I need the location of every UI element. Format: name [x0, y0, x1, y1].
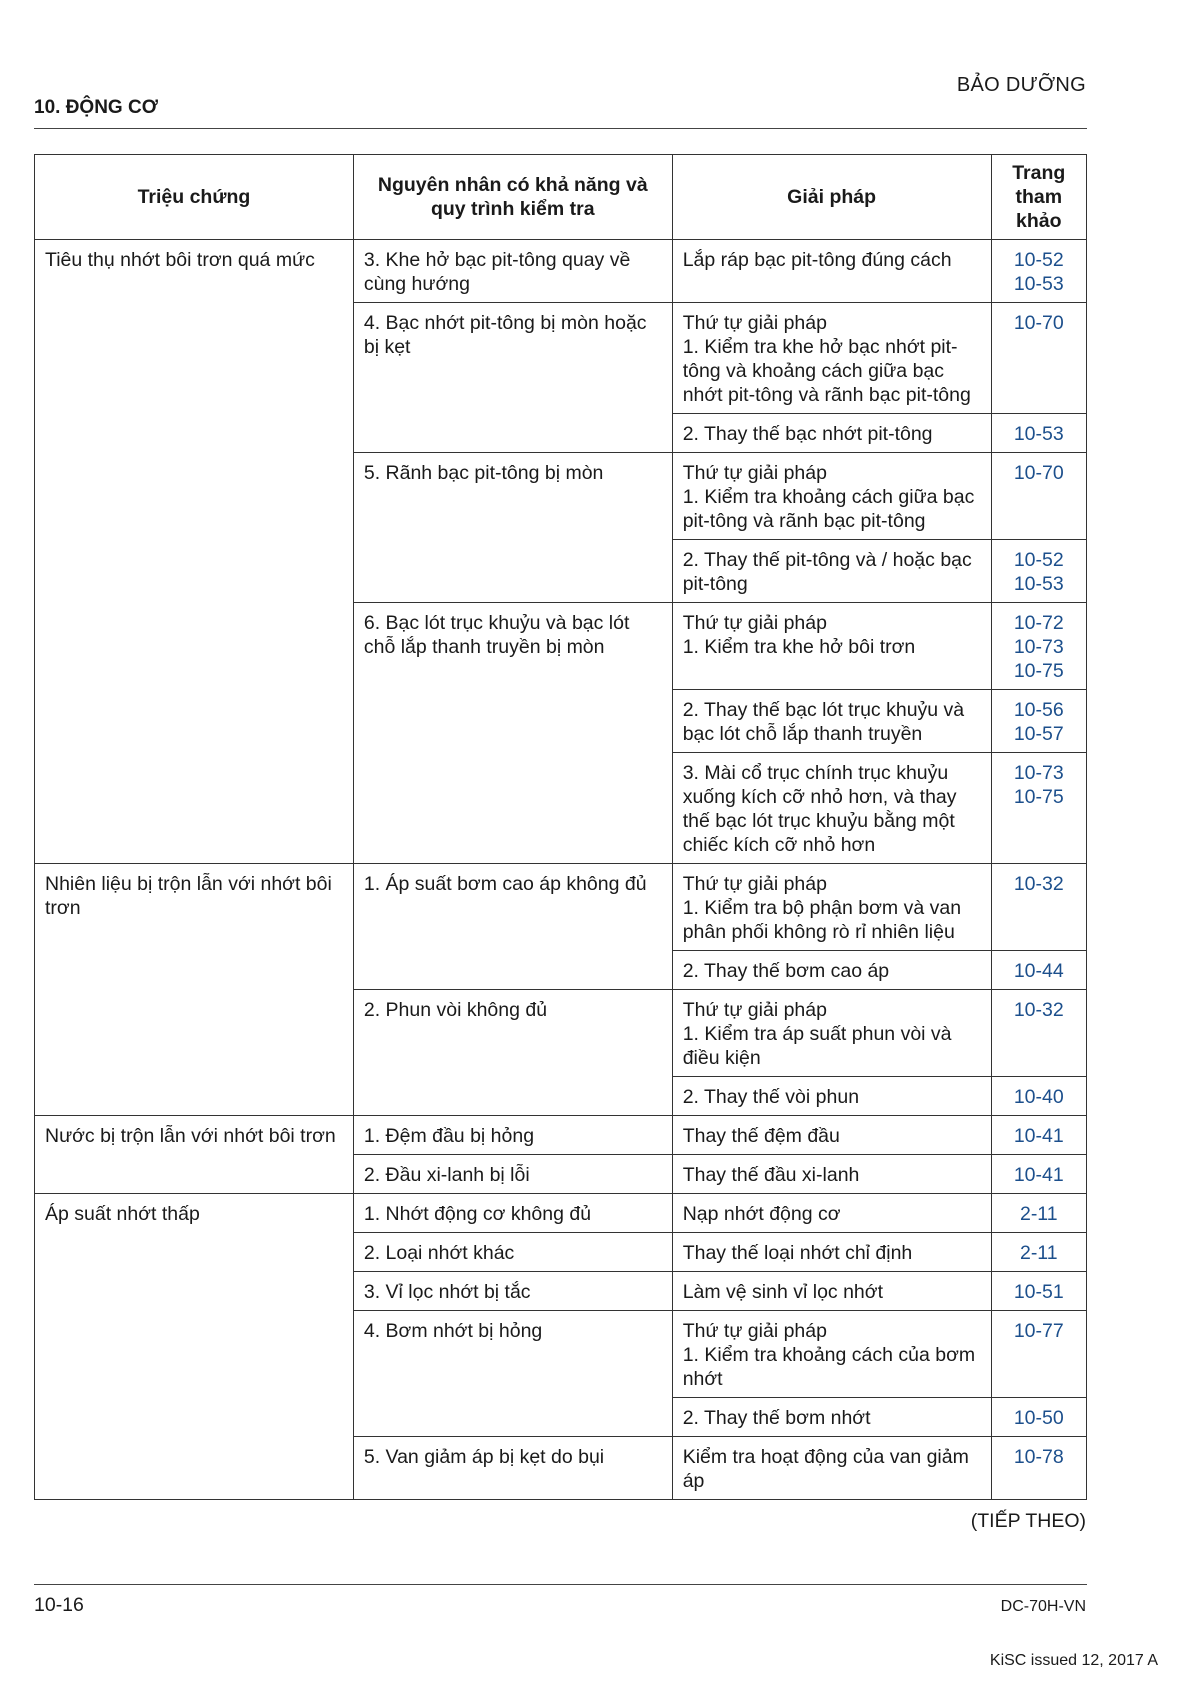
header-solution: Giải pháp [672, 155, 991, 240]
solution-cell: Lắp ráp bạc pit-tông đúng cách [672, 240, 991, 303]
header-symptom: Triệu chứng [35, 155, 354, 240]
solution-cell: Thay thế loại nhớt chỉ định [672, 1233, 991, 1272]
reference-link[interactable]: 10-72 10-73 10-75 [991, 603, 1086, 690]
solution-cell: Thứ tự giải pháp 1. Kiểm tra khe hở bôi trơn [672, 603, 991, 690]
header-cause: Nguyên nhân có khả năng và quy trình kiểm tra [353, 155, 672, 240]
solution-cell: Kiểm tra hoạt động của van giảm áp [672, 1437, 991, 1500]
solution-cell: Thứ tự giải pháp 1. Kiểm tra khe hở bạc nhớt pit-tông và khoảng cách giữa bạc nhớt pit-tông và rãnh bạc pit-tông [672, 303, 991, 414]
footer-rule [34, 1584, 1087, 1585]
solution-cell: 2. Thay thế bạc lót trục khuỷu và bạc lót chỗ lắp thanh truyền [672, 690, 991, 753]
reference-link[interactable]: 10-44 [991, 951, 1086, 990]
symptom-cell: Áp suất nhớt thấp [35, 1194, 354, 1500]
page-number: 10-16 [34, 1594, 84, 1616]
solution-cell: 2. Thay thế pit-tông và / hoặc bạc pit-tông [672, 540, 991, 603]
reference-link[interactable]: 10-51 [991, 1272, 1086, 1311]
solution-cell: Thứ tự giải pháp 1. Kiểm tra bộ phận bơm và van phân phối không rò rỉ nhiên liệu [672, 864, 991, 951]
solution-cell: Làm vệ sinh vỉ lọc nhớt [672, 1272, 991, 1311]
solution-cell: Thay thế đệm đầu [672, 1116, 991, 1155]
cause-cell: 6. Bạc lót trục khuỷu và bạc lót chỗ lắp thanh truyền bị mòn [353, 603, 672, 864]
solution-cell: Thứ tự giải pháp 1. Kiểm tra áp suất phun vòi và điều kiện [672, 990, 991, 1077]
reference-link[interactable]: 10-41 [991, 1155, 1086, 1194]
troubleshooting-table [34, 154, 1087, 1500]
reference-link[interactable]: 10-73 10-75 [991, 753, 1086, 864]
cause-cell: 3. Khe hở bạc pit-tông quay về cùng hướng [353, 240, 672, 303]
symptom-cell: Nước bị trộn lẫn với nhớt bôi trơn [35, 1116, 354, 1194]
symptom-cell: Nhiên liệu bị trộn lẫn với nhớt bôi trơn [35, 864, 354, 1116]
solution-cell: 2. Thay thế bơm nhớt [672, 1398, 991, 1437]
table-row [35, 1194, 1087, 1233]
solution-cell: Thứ tự giải pháp 1. Kiểm tra khoảng cách của bơm nhớt [672, 1311, 991, 1398]
reference-link[interactable]: 10-41 [991, 1116, 1086, 1155]
solution-cell: 2. Thay thế vòi phun [672, 1077, 991, 1116]
cause-cell: 2. Đầu xi-lanh bị lỗi [353, 1155, 672, 1194]
reference-link[interactable]: 10-32 [991, 864, 1086, 951]
cause-cell: 4. Bơm nhớt bị hỏng [353, 1311, 672, 1437]
reference-link[interactable]: 10-52 10-53 [991, 240, 1086, 303]
reference-link[interactable]: 10-56 10-57 [991, 690, 1086, 753]
solution-cell: 3. Mài cổ trục chính trục khuỷu xuống kích cỡ nhỏ hơn, và thay thế bạc lót trục khuỷu bằng một chiếc kích cỡ nhỏ hơn [672, 753, 991, 864]
table-row [35, 864, 1087, 951]
cause-cell: 1. Đệm đầu bị hỏng [353, 1116, 672, 1155]
cause-cell: 2. Loại nhớt khác [353, 1233, 672, 1272]
reference-link[interactable]: 10-78 [991, 1437, 1086, 1500]
cause-cell: 3. Vỉ lọc nhớt bị tắc [353, 1272, 672, 1311]
cause-cell: 5. Van giảm áp bị kẹt do bụi [353, 1437, 672, 1500]
cause-cell: 2. Phun vòi không đủ [353, 990, 672, 1116]
reference-link[interactable]: 2-11 [991, 1233, 1086, 1272]
section-label: BẢO DƯỠNG [956, 74, 1086, 96]
table-row [35, 1116, 1087, 1155]
solution-cell: Nạp nhớt động cơ [672, 1194, 991, 1233]
cause-cell: 1. Nhớt động cơ không đủ [353, 1194, 672, 1233]
reference-link[interactable]: 10-50 [991, 1398, 1086, 1437]
issue-note: KiSC issued 12, 2017 A [989, 1652, 1158, 1669]
solution-cell: Thay thế đầu xi-lanh [672, 1155, 991, 1194]
solution-cell: 2. Thay thế bạc nhớt pit-tông [672, 414, 991, 453]
cause-cell: 1. Áp suất bơm cao áp không đủ [353, 864, 672, 990]
solution-cell: 2. Thay thế bơm cao áp [672, 951, 991, 990]
reference-link[interactable]: 10-70 [991, 303, 1086, 414]
header-rule [34, 128, 1087, 129]
reference-link[interactable]: 2-11 [991, 1194, 1086, 1233]
continued-note: (TIẾP THEO) [970, 1510, 1086, 1532]
reference-link[interactable]: 10-32 [991, 990, 1086, 1077]
chapter-title: 10. ĐỘNG CƠ [34, 97, 158, 118]
reference-link[interactable]: 10-77 [991, 1311, 1086, 1398]
reference-link[interactable]: 10-53 [991, 414, 1086, 453]
table-row [35, 240, 1087, 303]
cause-cell: 4. Bạc nhớt pit-tông bị mòn hoặc bị kẹt [353, 303, 672, 453]
solution-cell: Thứ tự giải pháp 1. Kiểm tra khoảng cách giữa bạc pit-tông và rãnh bạc pit-tông [672, 453, 991, 540]
header-reference: Trang tham khảo [991, 155, 1086, 240]
symptom-cell: Tiêu thụ nhớt bôi trơn quá mức [35, 240, 354, 864]
reference-link[interactable]: 10-40 [991, 1077, 1086, 1116]
cause-cell: 5. Rãnh bạc pit-tông bị mòn [353, 453, 672, 603]
reference-link[interactable]: 10-52 10-53 [991, 540, 1086, 603]
document-code: DC-70H-VN [1000, 1598, 1086, 1615]
table-header-row [35, 155, 1087, 240]
reference-link[interactable]: 10-70 [991, 453, 1086, 540]
